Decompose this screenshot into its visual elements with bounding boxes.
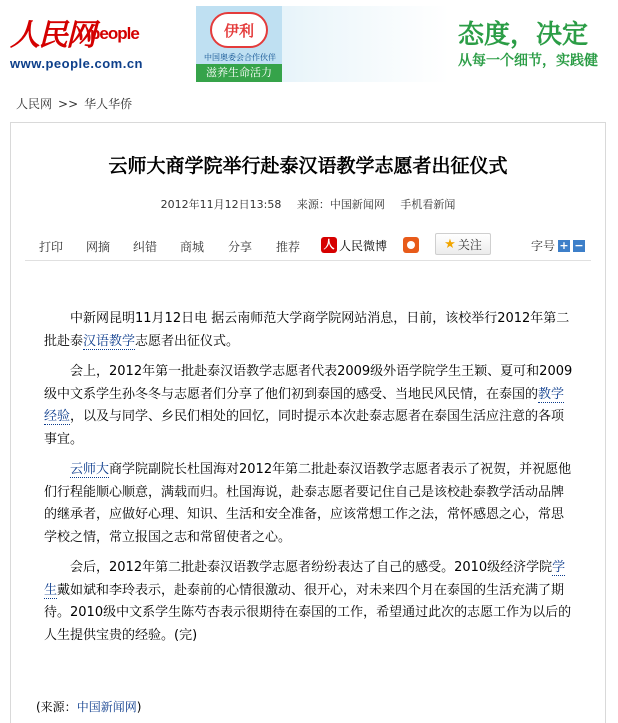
logo-chinese: 人民网	[10, 18, 94, 53]
paragraph-text: 中新网昆明11月12日电 据云南师范大学商学院网站消息，日前，该校举行2012年第二批赴泰	[44, 311, 570, 349]
paragraph-text: 商学院副院长杜国海对2012年第二批赴泰汉语教学志愿者表示了祝贺，并祝愿他们行程能顺心顺意，满载而归。杜国海说，赴泰志愿者要记住自己是该校赴泰教学活动品牌的继承者，应做好心理、知识、生活和安全准备，应该常想工作之法，常怀感恩之心，常思学校之情，常立报国之志和常留使者之心。	[44, 462, 572, 545]
paragraph-text: ，以及与同学、乡民们相处的回忆，同时提示本次赴泰志愿者在泰国生活应注意的各项事宜。	[44, 409, 565, 447]
mall-button[interactable]: 商城	[180, 240, 205, 254]
paragraph	[44, 308, 576, 353]
print-button[interactable]: 打印	[39, 240, 64, 254]
weibo-label: 人民微博	[339, 238, 388, 253]
digest-button[interactable]: 网摘	[86, 240, 111, 254]
logo-english: people	[90, 24, 139, 43]
source-link[interactable]: 中国新闻网	[76, 700, 137, 714]
font-decrease-button[interactable]: −	[574, 238, 584, 252]
share-button[interactable]: 分享	[228, 240, 253, 254]
paragraph	[44, 557, 576, 647]
follow-button[interactable]	[435, 233, 491, 255]
follow-label: 关注	[457, 237, 482, 252]
breadcrumb-home[interactable]: 人民网	[16, 97, 53, 111]
article-meta	[11, 196, 605, 212]
keyword-link[interactable]: 云师大	[70, 462, 110, 477]
keyword-link[interactable]: 教学经验	[44, 386, 565, 424]
banner-subslogan: 从每一个细节，实践健	[458, 53, 598, 69]
font-size-control	[531, 237, 585, 254]
font-size-label: 字号	[531, 239, 556, 253]
article-source-footer	[36, 698, 141, 715]
source-suffix: )	[136, 700, 142, 714]
article-date: 2012年11月12日13:58	[160, 198, 282, 211]
keyword-link[interactable]: 学生	[44, 560, 566, 598]
weibo-icon: 人	[321, 237, 337, 253]
logo-url: www.people.com.cn	[10, 56, 143, 71]
yili-logo	[210, 12, 268, 48]
banner-slogan: 态度，决定	[458, 20, 589, 50]
banner-sponsor-text: 中国奥委会合作伙伴	[204, 53, 276, 62]
weibo-share-button[interactable]	[321, 235, 387, 255]
font-increase-button[interactable]: +	[559, 238, 569, 252]
mobile-news-link[interactable]: 手机看新闻	[400, 198, 456, 211]
paragraph-text: 会后，2012年第二批赴泰汉语教学志愿者纷纷表达了自己的感受。2010级经济学院	[70, 560, 553, 575]
recommend-button[interactable]: 推荐	[276, 240, 301, 254]
article-toolbar	[25, 231, 591, 261]
breadcrumb	[16, 95, 132, 112]
article-body	[44, 308, 576, 655]
ad-banner[interactable]	[196, 6, 618, 82]
paragraph	[44, 459, 576, 549]
paragraph-text: 戴如斌和李玲表示，赴泰前的心情很激动、很开心，对未来四个月在泰国的生活充满了期待。2010级中文系学生陈芍杏表示很期待在泰国的工作，希望通过此次的志愿工作为以后的人生提供宝贵的经验。(完)	[44, 582, 572, 643]
article-source[interactable]: 来源：中国新闻网	[296, 198, 385, 211]
rss-share-icon[interactable]	[403, 237, 419, 253]
article-title: 云师大商学院举行赴泰汉语教学志愿者出征仪式	[108, 155, 508, 177]
paragraph-text: 志愿者出征仪式。	[135, 333, 240, 349]
breadcrumb-section[interactable]: 华人华侨	[84, 97, 133, 111]
site-header	[0, 0, 618, 88]
paragraph-text: 会上，2012年第一批赴泰汉语教学志愿者代表2009级外语学院学生王颖、夏可和2009级中文系学生孙冬冬与志愿者们分享了他们初到泰国的感受、当地民风民情，在泰国的	[44, 364, 573, 402]
source-prefix: (来源：	[36, 700, 77, 714]
star-icon: ★	[444, 236, 456, 252]
breadcrumb-separator: >>	[58, 97, 79, 111]
banner-tagline: 滋养生命活力	[196, 64, 282, 82]
people-logo[interactable]	[6, 10, 176, 76]
yili-brand-text: 伊利	[223, 22, 254, 40]
paragraph	[44, 361, 576, 451]
keyword-link[interactable]: 汉语教学	[83, 333, 136, 349]
correct-button[interactable]: 纠错	[133, 240, 158, 254]
banner-brand-panel	[196, 6, 282, 82]
